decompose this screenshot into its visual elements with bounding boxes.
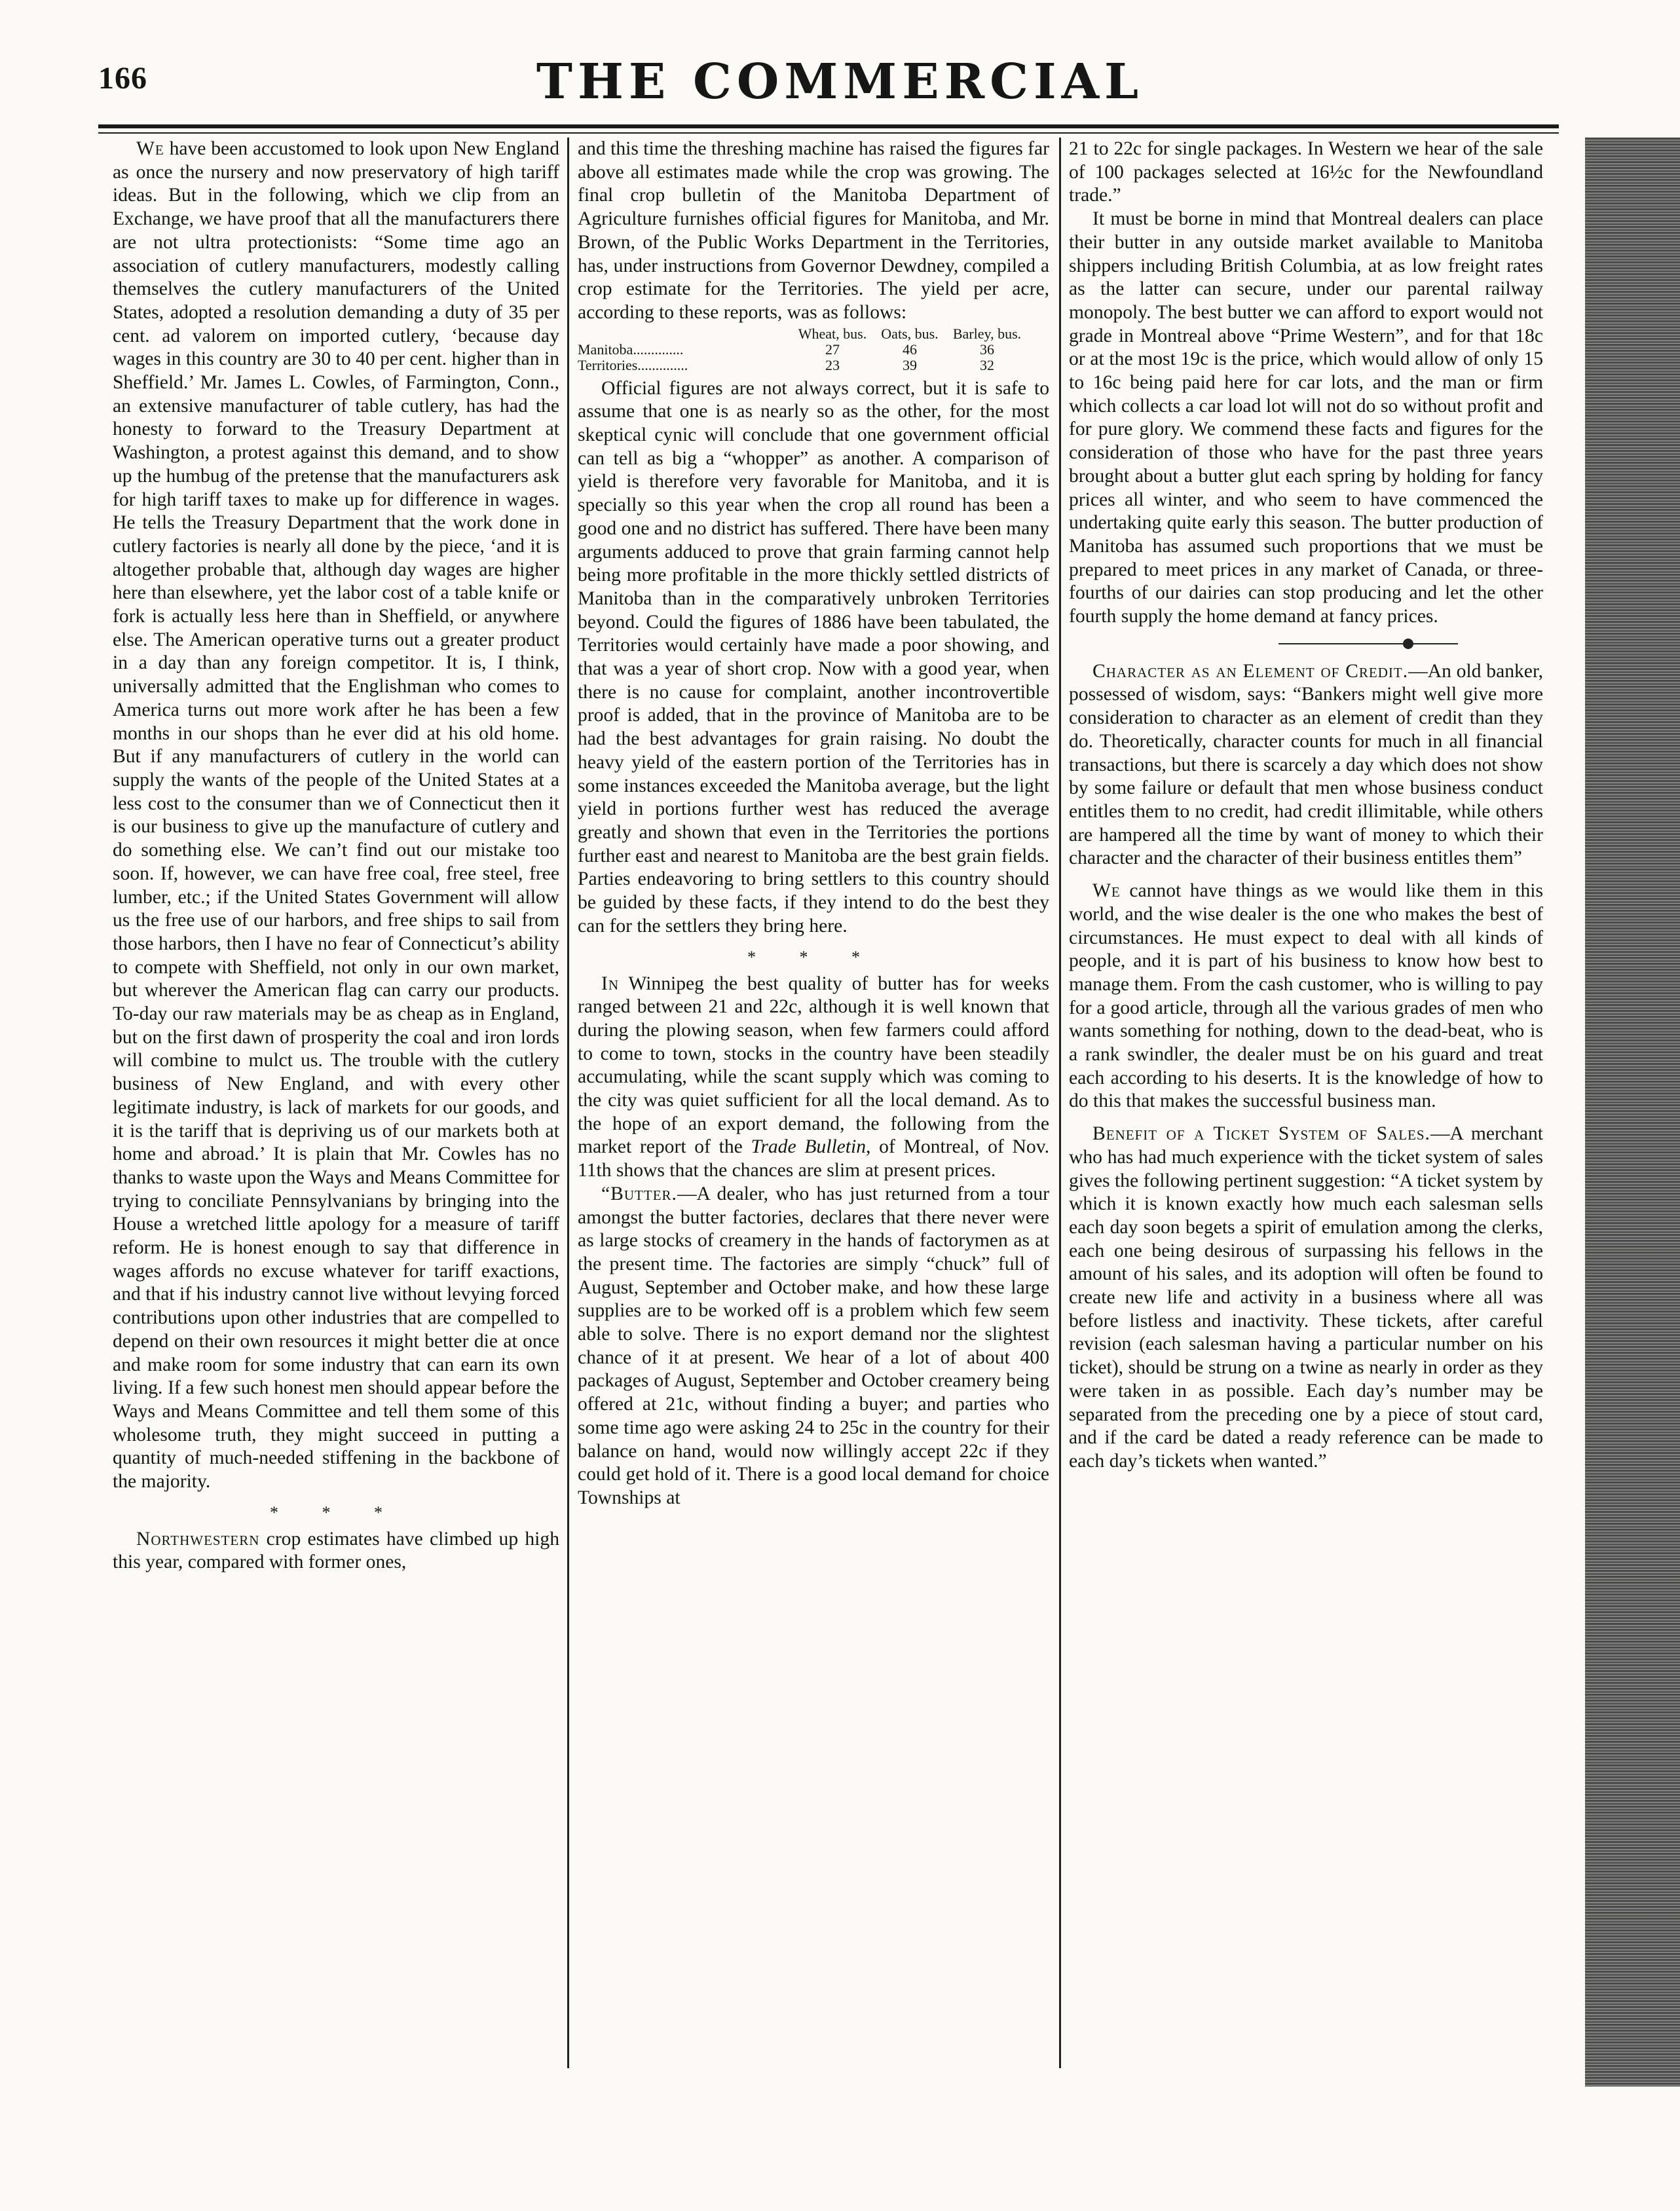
table-header bbox=[578, 326, 794, 342]
paragraph-gap bbox=[1069, 1113, 1543, 1123]
article-text: crop estimates have climbed up high this year, compared with former ones, bbox=[113, 1528, 559, 1573]
montreal-dealers-paragraph: It must be borne in mind that Montreal dealers can place their butter in any outside market available to Manitoba shippers including British Columbia, at as low freight rates as the latter can secure, under our parental railway monopoly. The best butter we can afford to export would not grade in Montreal above “Prime Western”, and for that 18c or at the most 19c is the price, which would allow of only 15 to 16c being paid here for car lots, and the man or firm which collects a car load lot will not do so without profit and for pure glory. We commend these facts and figures for the consideration of those who have for the past three years brought about a butter glut each spring by holding for fancy prices all winter, and who seem to have commenced the undertaking quite early this season. The butter production of Manitoba has assumed such proportions that we must be prepared to meet prices in any market of Canada, or three-fourths of our dairies can stop producing and let the other fourth supply the home demand at fancy prices. bbox=[1069, 208, 1543, 627]
table-cell: Territories.............. bbox=[578, 356, 688, 373]
wise-dealer-article bbox=[1069, 880, 1543, 1113]
table-header: Oats, bus. bbox=[881, 325, 939, 342]
paragraph-gap bbox=[1069, 870, 1543, 880]
page-number: 166 bbox=[98, 61, 147, 96]
column-divider-1 bbox=[567, 138, 569, 2068]
article-text: , of Montreal, of Nov. 11th shows that the chances are slim at present prices. bbox=[578, 1136, 1049, 1181]
header-rule-thin bbox=[98, 132, 1559, 134]
article-heading: Benefit of a Ticket System of Sales. bbox=[1092, 1123, 1430, 1145]
article-heading: Character as an Element of Credit. bbox=[1092, 660, 1409, 682]
masthead-title: THE COMMERCIAL bbox=[536, 54, 1144, 110]
tariff-article bbox=[113, 138, 559, 1494]
table-cell: 23 bbox=[825, 356, 840, 373]
table-row bbox=[578, 342, 1026, 358]
butter-quote-paragraph bbox=[578, 1183, 1049, 1510]
crop-estimates-article bbox=[113, 1528, 559, 1574]
article-text: —A dealer, who has just returned from a tour amongst the butter factories, declares that there never were as large stocks of creamery in the hands of factorymen as at the present time. The factories are simply “chuck” full of August, September and October make, and how these large supplies are to be worked off is a problem which few seem able to solve. There is no export demand nor the slightest chance of it at present. We hear of a lot of about 400 packages of August, September and October creamery being offered at 21c, without finding a buyer; and parties who some time ago were asking 24 to 25c in the country for their balance on hand, would now willingly accept 22c if they could get hold of it. There is a good local demand for choice Townships at bbox=[578, 1183, 1049, 1508]
article-lead-word: We bbox=[1092, 880, 1121, 902]
column-divider-2 bbox=[1059, 138, 1061, 2068]
table-row bbox=[578, 358, 1026, 373]
table-cell: Manitoba.............. bbox=[578, 341, 684, 358]
section-stars: * * * bbox=[747, 947, 880, 967]
table-cell: 36 bbox=[980, 341, 994, 358]
column-2 bbox=[578, 138, 1049, 1510]
official-figures-paragraph: Official figures are not always correct, but it is safe to assume that one is as nearly so as the other, for the most skeptical cynic will conclude that one government official can tell as big a “whopper” as another. A comparison of yield is therefore very favorable for Manitoba, and it is specially so this year when the crop all round has been a good one and no district has suffered. There have been many arguments adduced to prove that grain farming cannot help being more profitable in the more thickly settled districts of Manitoba than in the comparatively unbroken Territories beyond. Could the figures of 1886 have been tabulated, the Territories would certainly have made a poor showing, and that was a year of short crop. Now with a good year, when there is no cause for complaint, another incontrovertible proof is added, that in the province of Manitoba are to be had the best advantages for grain raising. No doubt the heavy yield of the eastern portion of the Territories has in some instances exceeded the Manitoba average, but the light yield in portions further west has reduced the average greatly and shown that even in the Territories the portions further east and nearest to Manitoba are the best grain fields. Parties endeavoring to bring settlers to this country should be guided by these facts, if they intend to do the best they can for the settlers they bring here. bbox=[578, 377, 1049, 937]
article-text: —A merchant who has had much experience with the ticket system of sales gives the following pertinent suggestion: “A ticket system by which it is known exactly how much each salesman sells each day soon begets a spirit of emulation among the clerks, each one being desirous of surpassing his fellows in the amount of his sales, and its adoption will often be found to create new life and activity in a business where all was before listless and inactivity. These tickets, after careful revision (each salesman having a particular number on his ticket), should be strung on a twine as nearly in order as they were taken in as possible. Each day’s number may be separated from the preceding one by a piece of stout card, and if the card be dated a ready reference can be made to each day’s tickets when wanted.” bbox=[1069, 1123, 1543, 1472]
article-lead-word: In bbox=[601, 973, 620, 994]
table-header: Wheat, bus. bbox=[798, 325, 867, 342]
column-3 bbox=[1069, 138, 1543, 1474]
crop-yield-table bbox=[578, 326, 1026, 373]
scan-edge-shadow bbox=[1585, 138, 1680, 2087]
section-stars: * * * bbox=[270, 1502, 402, 1522]
column-1 bbox=[113, 138, 559, 1574]
winnipeg-butter-article bbox=[578, 973, 1049, 1183]
article-text: —An old banker, possessed of wisdom, says: “Bankers might well give more consideration to character as an element of credit than they do. Theoretically, character counts for much in all financial transactions, but there is scarcely a day which does not show by some failure or default that men whose business conduct entitles them to no credit, had credit illimitable, while others are hampered all the time by want of money to which their character and the character of their business entitles them” bbox=[1069, 660, 1544, 869]
butter-quote-continued: 21 to 22c for single packages. In Western we hear of the sale of 100 packages selected at 16½c for the Newfoundland trade.” bbox=[1069, 138, 1543, 206]
article-lead-word: We bbox=[136, 138, 164, 159]
table-cell: 46 bbox=[903, 341, 917, 358]
article-text: cannot have things as we would like them in this world, and the wise dealer is the one who makes the best of circumstances. He must expect to deal with all kinds of people, and it is part of his business to know how best to manage them. From the cash customer, who is willing to pay for a good article, through all the various grades of men who wants something for nothing, down to the dead-beat, who is a rank swindler, the dealer must be on his guard and treat each according to his deserts. It is the knowledge of how to do this that makes the successful business man. bbox=[1069, 880, 1543, 1112]
table-header: Barley, bus. bbox=[952, 325, 1022, 342]
separator-dot bbox=[1403, 639, 1413, 649]
header-rule-thick bbox=[98, 124, 1559, 128]
article-lead-word: Northwestern bbox=[136, 1528, 260, 1550]
article-text: Winnipeg the best quality of butter has for weeks ranged between 21 and 22c, although it is well known that during the plowing season, when few farmers could afford to come to town, stocks in the country have been steadily accumulating, while the scant supply which was coming to the city was quiet sufficient for all the local demand. As to the hope of an export demand, the following from the market report of the bbox=[578, 973, 1049, 1158]
article-lead-word: “Butter. bbox=[601, 1183, 677, 1204]
crop-estimates-continued: and this time the threshing machine has raised the figures far above all estimates made while the crop was growing. The final crop bulletin of the Manitoba Department of Agriculture furnishes official figures for Manitoba, and Mr. Brown, of the Public Works Department in the Territories, has, under instructions from Governor Dewdney, compiled a crop estimate for the Territories. The yield per acre, according to these reports, was as follows: bbox=[578, 138, 1049, 323]
table-cell: 32 bbox=[980, 356, 994, 373]
article-text: have been accustomed to look upon New England as once the nursery and now preservatory of high tariff ideas. But in the following, which we clip from an Exchange, we have proof that all the manufacturers there are not ultra protectionists: “Some time ago an association of cutlery manufacturers, modestly calling themselves the cutlery manufacturers of the United States, adopted a resolution demanding a duty of 35 per cent. ad valorem on imported cutlery, ‘because day wages in this country are 30 to 40 per cent. higher than in Sheffield.’ Mr. James L. Cowles, of Farmington, Conn., an extensive manufacturer of table cutlery, has had the honesty to forward to the Treasury Department at Washington, a protest against this demand, and to show up the humbug of the pretense that the manufacturers ask for high tariff taxes to make up for difference in wages. He tells the Treasury Department that the work done in cutlery factories is nearly all done by the piece, ‘and it is altogether probable that, although day wages are higher here than elsewhere, yet the labor cost of a table knife or fork is actually less here than in Sheffield, or anywhere else. The American operative turns out a greater product in a day than any foreign competitor. It is, I think, universally admitted that the Englishman who comes to America turns out more work after he has been a few months in our shops than he ever did at his old home. But if any manufacturers of cutlery in the world can supply the wants of the people of the United States at a less cost to the consumer than we of Connecticut then it is our business to give up the manufacture of cutlery and do something else. We can’t find out our mistake too soon. If, however, we can have free coal, free steel, free lumber, etc.; if the United States Government will allow us the free use of our harbors, and free ships to sail from those harbors, then I have no fear of Connecticut’s ability to compete with Sheffield, not only in our own market, but wherever the American flag can carry our products. To-day our raw materials may be as cheap as in England, but on the first dawn of prosperity the coal and iron lords will combine to mulct us. The trouble with the cutlery business of New England, and with every other legitimate industry, is lack of markets for our goods, and it is the tariff that is depriving us of our markets both at home and abroad.’ It is plain that Mr. Cowles has no thanks to waste upon the Ways and Means Committee for trying to conciliate Pennsylvanians by bringing into the House a wretched little apology for a measure of tariff reform. He is honest enough to say that difference in wages affords no excuse whatever for tariff exactions, and that if his industry cannot live without levying forced contributions upon other industries that are compelled to depend on their own resources it might better die at once and make room for some industry that can earn its own living. If a few such honest men should appear before the Ways and Means Committee and tell them some of this wholesome truth, they might succeed in putting a quantity of much-needed stiffening in the backbone of the majority. bbox=[113, 138, 559, 1493]
table-cell: 39 bbox=[903, 356, 917, 373]
ticket-system-article bbox=[1069, 1123, 1543, 1474]
separator-line bbox=[1279, 643, 1458, 644]
section-separator bbox=[1069, 629, 1543, 660]
character-credit-article bbox=[1069, 660, 1543, 870]
table-cell: 27 bbox=[825, 341, 840, 358]
table-header-row bbox=[578, 326, 1026, 342]
publication-title: Trade Bulletin bbox=[751, 1136, 867, 1158]
